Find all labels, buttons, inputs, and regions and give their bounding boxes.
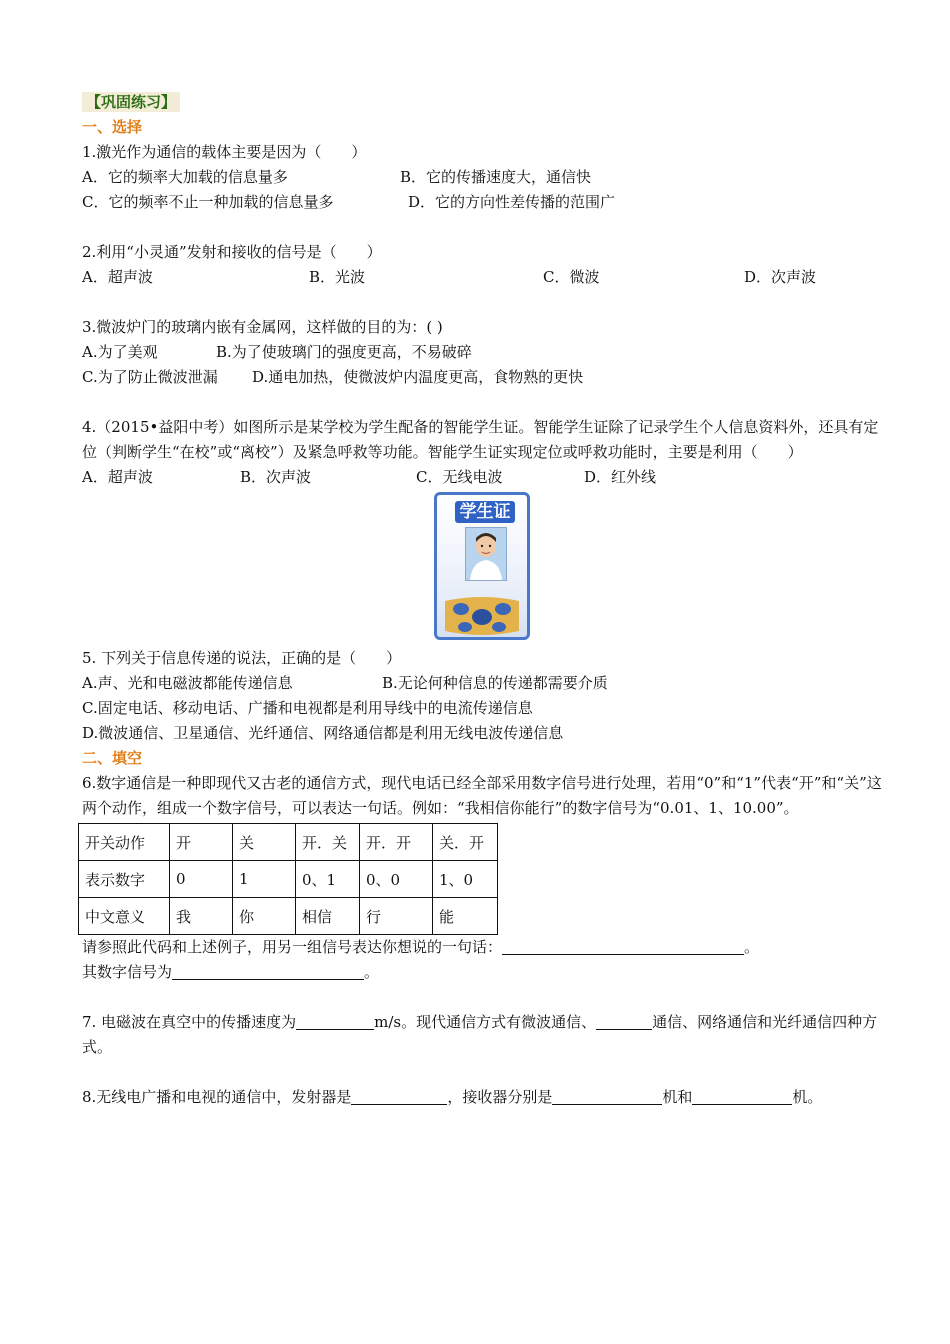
q3-option-b: B.为了使玻璃门的强度更高，不易破碎 — [216, 343, 472, 361]
student-card-title: 学生证 — [455, 501, 515, 523]
q4-option-c: C．无线电波 — [416, 468, 503, 486]
q7-speed-blank[interactable] — [296, 1011, 374, 1030]
table-cell: 关 — [233, 824, 296, 861]
q4-option-a: A．超声波 — [82, 468, 153, 486]
q1-options-row2 — [82, 190, 882, 215]
q1-option-b: B．它的传播速度大，通信快 — [400, 168, 592, 186]
table-cell: 开．关 — [296, 824, 360, 861]
q6-signal-text: 其数字信号为 — [82, 963, 173, 981]
q7-method-blank[interactable] — [596, 1011, 652, 1030]
q7-text — [82, 1010, 882, 1060]
q4-option-b: B．次声波 — [240, 468, 312, 486]
worksheet — [82, 90, 882, 1110]
exercise-tag: 【巩固练习】 — [82, 92, 180, 112]
header-row — [82, 90, 882, 115]
table-cell: 行 — [360, 898, 433, 935]
q3-options-row1 — [82, 340, 882, 365]
table-row — [79, 824, 498, 861]
q6-answer-line-2 — [82, 960, 882, 985]
q3-options-row2 — [82, 365, 882, 390]
table-cell: 0、0 — [360, 861, 433, 898]
student-photo — [465, 527, 507, 581]
q5-options-row1 — [82, 671, 882, 696]
q8-part-1: 8.无线电广播和电视的通信中，发射器是 — [82, 1088, 352, 1106]
q5-option-b: B.无论何种信息的传递都需要介质 — [382, 674, 608, 692]
q5-option-d: D.微波通信、卫星通信、光纤通信、网络通信都是利用无线电波传递信息 — [82, 724, 564, 742]
q4-options — [82, 465, 882, 490]
table-cell: 表示数字 — [79, 861, 170, 898]
section-fill-heading: 二、填空 — [82, 749, 143, 767]
q5-stem: 5. 下列关于信息传递的说法，正确的是（ ） — [82, 649, 402, 667]
q5-option-c: C.固定电话、移动电话、广播和电视都是利用导线中的电流传递信息 — [82, 699, 533, 717]
table-cell: 开关动作 — [79, 824, 170, 861]
table-cell: 0、1 — [296, 861, 360, 898]
q8-transmitter-blank[interactable] — [351, 1086, 447, 1105]
table-cell: 1 — [233, 861, 296, 898]
table-cell: 中文意义 — [79, 898, 170, 935]
q3-option-c: C.为了防止微波泄漏 — [82, 368, 218, 386]
section-choice-heading: 一、选择 — [82, 118, 143, 136]
q1-stem: 1.激光作为通信的载体主要是因为（ ） — [82, 143, 367, 161]
q1-options-row1 — [82, 165, 882, 190]
table-cell: 开．开 — [360, 824, 433, 861]
q8-text — [82, 1085, 882, 1110]
q6-prompt-text: 请参照此代码和上述例子，用另一组信号表达你想说的一句话： — [82, 938, 503, 956]
student-card — [434, 492, 530, 640]
q7-part-3: 通信、网络通信和光纤通信四种方式。 — [82, 1013, 878, 1056]
table-cell: 关．开 — [433, 824, 498, 861]
code-table — [78, 823, 498, 935]
child-portrait-icon — [466, 528, 506, 580]
q7-part-2: m/s。现代通信方式有微波通信、 — [374, 1013, 597, 1031]
q6-period: 。 — [744, 938, 760, 956]
q5-option-a: A.声、光和电磁波都能传递信息 — [82, 674, 293, 692]
q2-option-c: C．微波 — [543, 268, 600, 286]
q1-option-c: C．它的频率不止一种加载的信息量多 — [82, 193, 334, 211]
q8-receiver-blank-1[interactable] — [552, 1086, 662, 1105]
q2-option-b: B．光波 — [309, 268, 366, 286]
q7-part-1: 7. 电磁波在真空中的传播速度为 — [82, 1013, 297, 1031]
q1-option-d: D．它的方向性差传播的范围广 — [408, 193, 616, 211]
table-cell: 开 — [170, 824, 233, 861]
q8-part-3: 机和 — [662, 1088, 693, 1106]
q2-options — [82, 265, 882, 290]
table-cell: 能 — [433, 898, 498, 935]
q6-signal-blank[interactable] — [172, 961, 364, 980]
q2-option-a: A．超声波 — [82, 268, 153, 286]
q6-sentence-blank[interactable] — [502, 936, 744, 955]
q3-option-d: D.通电加热，使微波炉内温度更高，食物熟的更快 — [252, 368, 584, 386]
card-button-pad — [443, 595, 521, 635]
q4-stem: 4.（2015•益阳中考）如图所示是某学校为学生配备的智能学生证。智能学生证除了记录学生个人信息资料外，还具有定位（判断学生“在校”或“离校”）及紧急呼救等功能。智能学生证实现定位或呼救功能时，主要是利用（ ） — [82, 418, 879, 461]
q2-stem: 2.利用“小灵通”发射和接收的信号是（ ） — [82, 243, 382, 261]
table-row — [79, 861, 498, 898]
q6-answer-line-1 — [82, 935, 882, 960]
q3-stem: 3.微波炉门的玻璃内嵌有金属网，这样做的目的为：( ) — [82, 318, 443, 336]
table-cell: 我 — [170, 898, 233, 935]
student-card-figure — [82, 492, 882, 640]
q2-option-d: D．次声波 — [744, 268, 817, 286]
q1-option-a: A．它的频率大加载的信息量多 — [82, 168, 288, 186]
q3-option-a: A.为了美观 — [82, 343, 158, 361]
table-cell: 0 — [170, 861, 233, 898]
table-cell: 1、0 — [433, 861, 498, 898]
table-cell: 相信 — [296, 898, 360, 935]
q6-stem: 6.数字通信是一种即现代又古老的通信方式，现代电话已经全部采用数字信号进行处理，若用“0”和“1”代表“开”和“关”这两个动作，组成一个数字信号，可以表达一句话。例如：“我相信你能行”的数字信号为“0.01、1、10.00”。 — [82, 774, 882, 817]
q8-part-2: ，接收器分别是 — [447, 1088, 553, 1106]
q8-receiver-blank-2[interactable] — [692, 1086, 792, 1105]
q4-option-d: D．红外线 — [584, 468, 657, 486]
table-cell: 你 — [233, 898, 296, 935]
table-row — [79, 898, 498, 935]
q8-part-4: 机。 — [792, 1088, 823, 1106]
q6-period-2: 。 — [364, 963, 380, 981]
card-buttons-icon — [443, 595, 521, 635]
